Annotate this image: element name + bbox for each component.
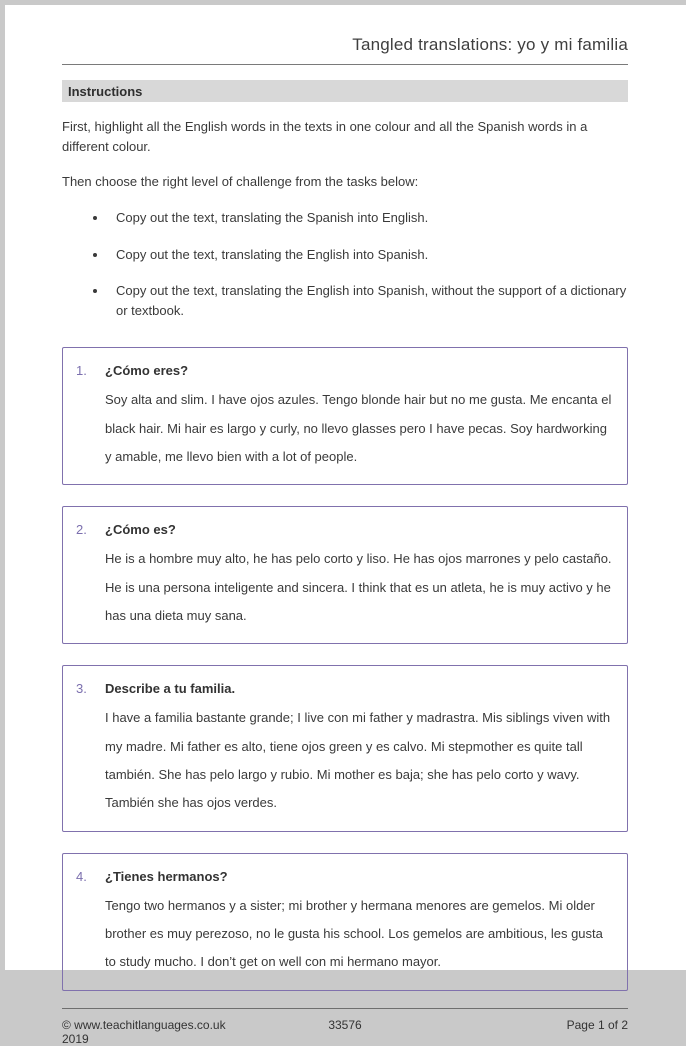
task-text: Soy alta and slim. I have ojos azules. Tengo blonde hair but no me gusta. Me encanta el black hair. Mi hair es largo y curly, no llevo glasses pero I have pecas. Soy hardworking y amable, me llevo bien with a lot of people. bbox=[105, 392, 612, 465]
footer-doc-number: 33576 bbox=[328, 1017, 362, 1032]
task-box-3 bbox=[62, 665, 628, 831]
task-question: ¿Cómo es? bbox=[105, 522, 176, 538]
bullet-item: • Copy out the text, translating the English into Spanish. bbox=[108, 245, 628, 265]
task-header bbox=[76, 363, 613, 378]
bullet-item: • Copy out the text, translating the Spanish into English. bbox=[108, 208, 628, 228]
task-header bbox=[76, 522, 613, 537]
task-box-1 bbox=[62, 347, 628, 485]
task-choice-list bbox=[62, 208, 628, 337]
page-footer bbox=[62, 1008, 628, 1046]
task-question: ¿Tienes hermanos? bbox=[105, 868, 228, 884]
footer-copyright: © www.teachitlanguages.co.uk 2019 bbox=[62, 1017, 226, 1046]
task-text: Tengo two hermanos y a sister; mi brother y hermana menores are gemelos. Mi older brother es muy perezoso, no le gusta his school. Los gemelos are ambitious, les gusta to study mucho. I don’t get on well con mi hermano mayor. bbox=[105, 897, 603, 970]
task-text: I have a familia bastante grande; I live con mi father y madrastra. Mis siblings viven with my madre. Mi father es alto, tiene ojos green y es calvo. Mi stepmother es quite tall también. She has pelo largo y rubio. Mi mother es baja; she has pelo corto y wavy. También she has ojos verdes. bbox=[105, 710, 611, 811]
intro-paragraph-2: Then choose the right level of challenge from the tasks below: bbox=[62, 174, 419, 190]
task-header bbox=[76, 869, 613, 884]
task-number: 3. bbox=[76, 681, 87, 697]
bullet-item: • Copy out the text, translating the English into Spanish, without the support of a dictionary or textbook. bbox=[108, 281, 628, 320]
task-header bbox=[76, 681, 613, 696]
task-box-2 bbox=[62, 506, 628, 644]
task-number: 2. bbox=[76, 522, 87, 538]
worksheet-page bbox=[5, 5, 686, 1046]
footer-page-info: Page 1 of 2 bbox=[566, 1017, 629, 1032]
page-title: Tangled translations: yo y mi familia bbox=[62, 35, 628, 65]
task-number: 4. bbox=[76, 868, 87, 884]
task-number: 1. bbox=[76, 363, 87, 379]
instructions-heading: Instructions bbox=[62, 80, 628, 102]
intro-paragraph-1: First, highlight all the English words in the texts in one colour and all the Spanish words in a different colour. bbox=[62, 119, 588, 155]
task-question: ¿Cómo eres? bbox=[105, 363, 189, 379]
task-text: He is a hombre muy alto, he has pelo corto y liso. He has ojos marrones y pelo castaño. He is una persona inteligente and sincera. I think that es un atleta, he is muy activo y he has una dieta muy sana. bbox=[105, 551, 612, 624]
task-question: Describe a tu familia. bbox=[105, 681, 236, 697]
